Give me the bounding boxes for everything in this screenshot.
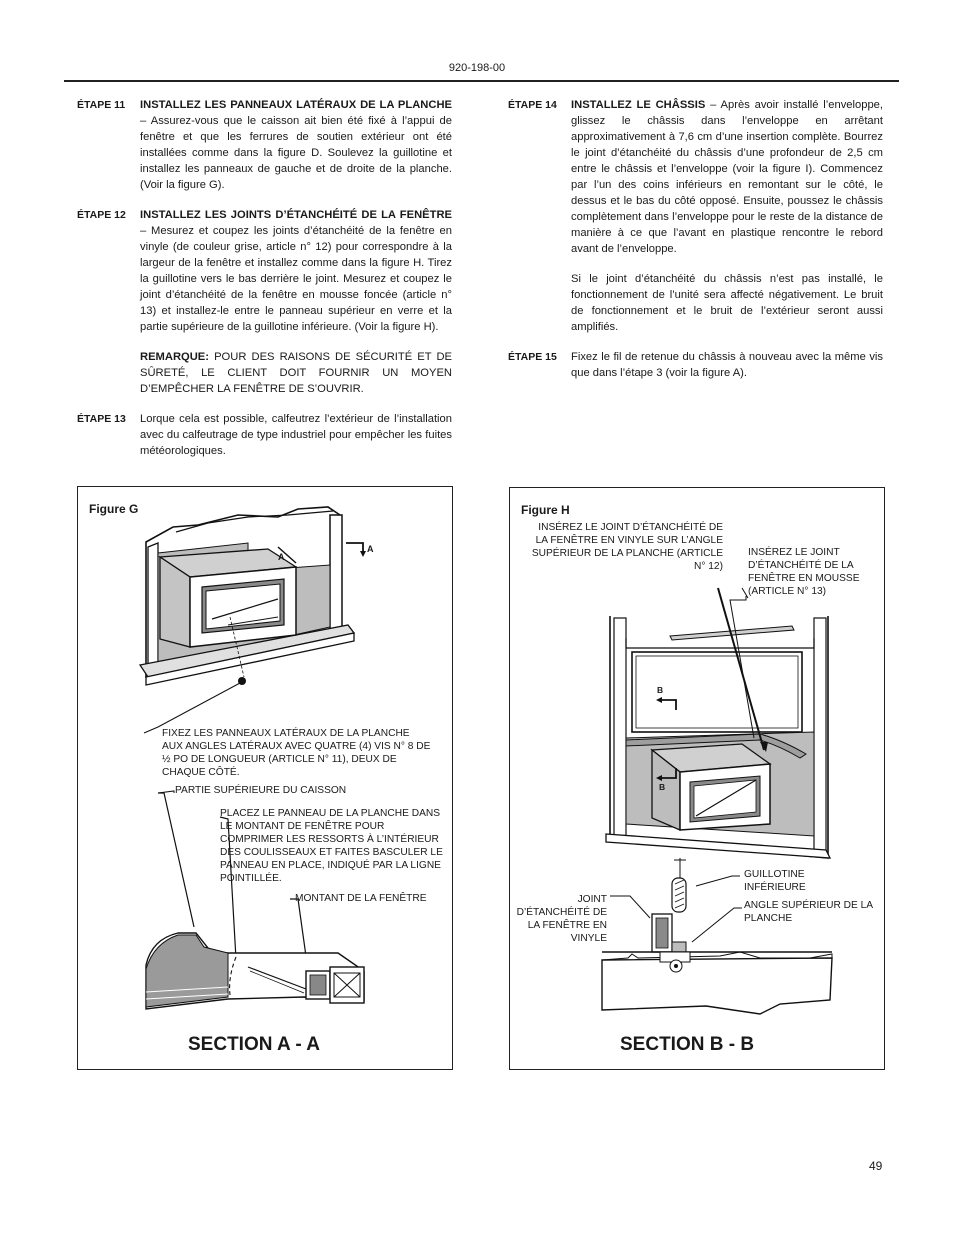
step-text: – Assurez-vous que le caisson ait bien été fixé à l’appui de fenêtre et que les ferrures de soutien extérieur ont été installées comme dans la figure D. Soulevez la guillotine et installez les panneaux de gauche et de droite de la planche. (Voir la figure G). (140, 115, 452, 191)
callout-lower-sash: GUILLOTINE INFÉRIEURE (744, 869, 806, 893)
marker-a-left: A (278, 552, 285, 562)
step-text: Fixez le fil de retenue du châssis à nouveau avec la même vis que dans l’étape 3 (voir la figure A). (571, 351, 883, 379)
step-body (571, 97, 883, 257)
step-label: ÉTAPE 12 (77, 209, 126, 221)
header-rule (64, 80, 899, 82)
callout-box-top: PARTIE SUPÉRIEURE DU CAISSON (175, 785, 347, 796)
callout-vinyl-joint: JOINT D’ÉTANCHÉITÉ DE LA FENÊTRE EN VINYLE (516, 894, 607, 944)
marker-a-right: A (367, 544, 374, 554)
remark-note (140, 349, 452, 397)
callout-screws: FIXEZ LES PANNEAUX LATÉRAUX DE LA PLANCHE AUX ANGLES LATÉRAUX AVEC QUATRE (4) VIS N° 8 DE ½ PO DE LONGUEUR (ARTICLE N° 11), DEUX DE CHAQUE CÔTÉ. (162, 728, 431, 778)
step-text: – Mesurez et coupez les joints d’étanchéité de la fenêtre en vinyle (de couleur grise, article n° 12) pour correspondre à la largeur de la fenêtre et installez comme dans la figure H. Tirez la guillotine vers le bas derrière le joint. Mesurez et coupez le joint d’étanchéité de la fenêtre en mousse foncée (article n° 13) et installez-le entre le panneau supérieur en verre et la partie supérieure de la guillotine inférieure. (Voir la figure H). (140, 225, 452, 333)
callout-panel: PLACEZ LE PANNEAU DE LA PLANCHE DANS LE MONTANT DE FENÊTRE POUR COMPRIMER LES RESSORTS À L’INTÉRIEUR DES COULISSEAUX ET FAITES BASCULER LE PANNEAU EN PLACE, INDIQUÉ PAR LA LIGNE POINTILLÉE. (220, 808, 443, 884)
step-label: ÉTAPE 13 (77, 413, 126, 425)
step-body (140, 97, 452, 193)
step-title: INSTALLEZ LES PANNEAUX LATÉRAUX DE LA PLANCHE (140, 99, 452, 111)
step-text: – Après avoir installé l’enveloppe, glissez le châssis dans l’enveloppe en arrêtant approximativement à 7,6 cm d’une insertion complète. Bourrez le joint d’étanchéité du châssis d’une profondeur de 2,5 cm entre le châssis et l’enveloppe (voir la figure I). Commencez par l’un des coins inférieurs en remontant sur le côté, le dessus et le bas du côté opposé. Ensuite, poussez le châssis complètement dans l’enveloppe pour le reste de la distance de manière à ce que l’avant en plastique rencontre le rebord avant de l’enveloppe. (571, 99, 883, 255)
step-15 (508, 349, 883, 381)
figure-h-title: Figure H (521, 503, 570, 517)
step-title: INSTALLEZ LE CHÂSSIS (571, 99, 706, 111)
callout-foam-seal: INSÉREZ LE JOINT D’ÉTANCHÉITÉ DE LA FENÊTRE EN MOUSSE (ARTICLE N° 13) (748, 547, 860, 597)
remark-label: REMARQUE: (140, 351, 209, 363)
step-label: ÉTAPE 11 (77, 99, 126, 111)
step-label: ÉTAPE 14 (508, 99, 557, 111)
step-body (140, 207, 452, 335)
step-12 (77, 207, 452, 335)
step-13 (77, 411, 452, 459)
callout-jamb: MONTANT DE LA FENÊTRE (295, 893, 427, 904)
callout-vinyl-seal: INSÉREZ LE JOINT D’ÉTANCHÉITÉ DE LA FENÊTRE EN VINYLE SUR L’ANGLE SUPÉRIEUR DE LA PLANCHE (ARTICLE N° 12) (531, 522, 723, 572)
callout-panel-angle: ANGLE SUPÉRIEUR DE LA PLANCHE (744, 900, 873, 924)
document-number: 920-198-00 (448, 62, 506, 74)
figure-g-title: Figure G (89, 502, 139, 516)
section-a-a-label: SECTION A - A (188, 1034, 320, 1055)
page-number: 49 (869, 1159, 883, 1173)
step-14-paragraph-2: Si le joint d’étanchéité du châssis n’est pas installé, le fonctionnement de l’unité sera affecté négativement. Le bruit de fonctionnement et le bruit de l’extérieur seront aussi amplifiés. (571, 273, 883, 333)
figure-g (77, 486, 453, 1070)
marker-b-bottom: B (659, 782, 666, 792)
step-title: INSTALLEZ LES JOINTS D’ÉTANCHÉITÉ DE LA FENÊTRE (140, 209, 452, 221)
step-label: ÉTAPE 15 (508, 351, 557, 363)
figure-h (509, 487, 885, 1070)
step-14 (508, 97, 883, 257)
marker-b-top: B (657, 685, 664, 695)
left-column (77, 97, 452, 473)
step-text: Lorque cela est possible, calfeutrez l’extérieur de l’installation avec du calfeutrage de type industriel pour empêcher les fuites météorologiques. (140, 413, 452, 457)
section-b-b-label: SECTION B - B (620, 1034, 755, 1055)
step-11 (77, 97, 452, 193)
right-column (508, 97, 883, 395)
remark-text: POUR DES RAISONS DE SÉCURITÉ ET DE SÛRETÉ, LE CLIENT DOIT FOURNIR UN MOYEN D’EMPÊCHER LA FENÊTRE DE S’OUVRIR. (140, 351, 452, 395)
